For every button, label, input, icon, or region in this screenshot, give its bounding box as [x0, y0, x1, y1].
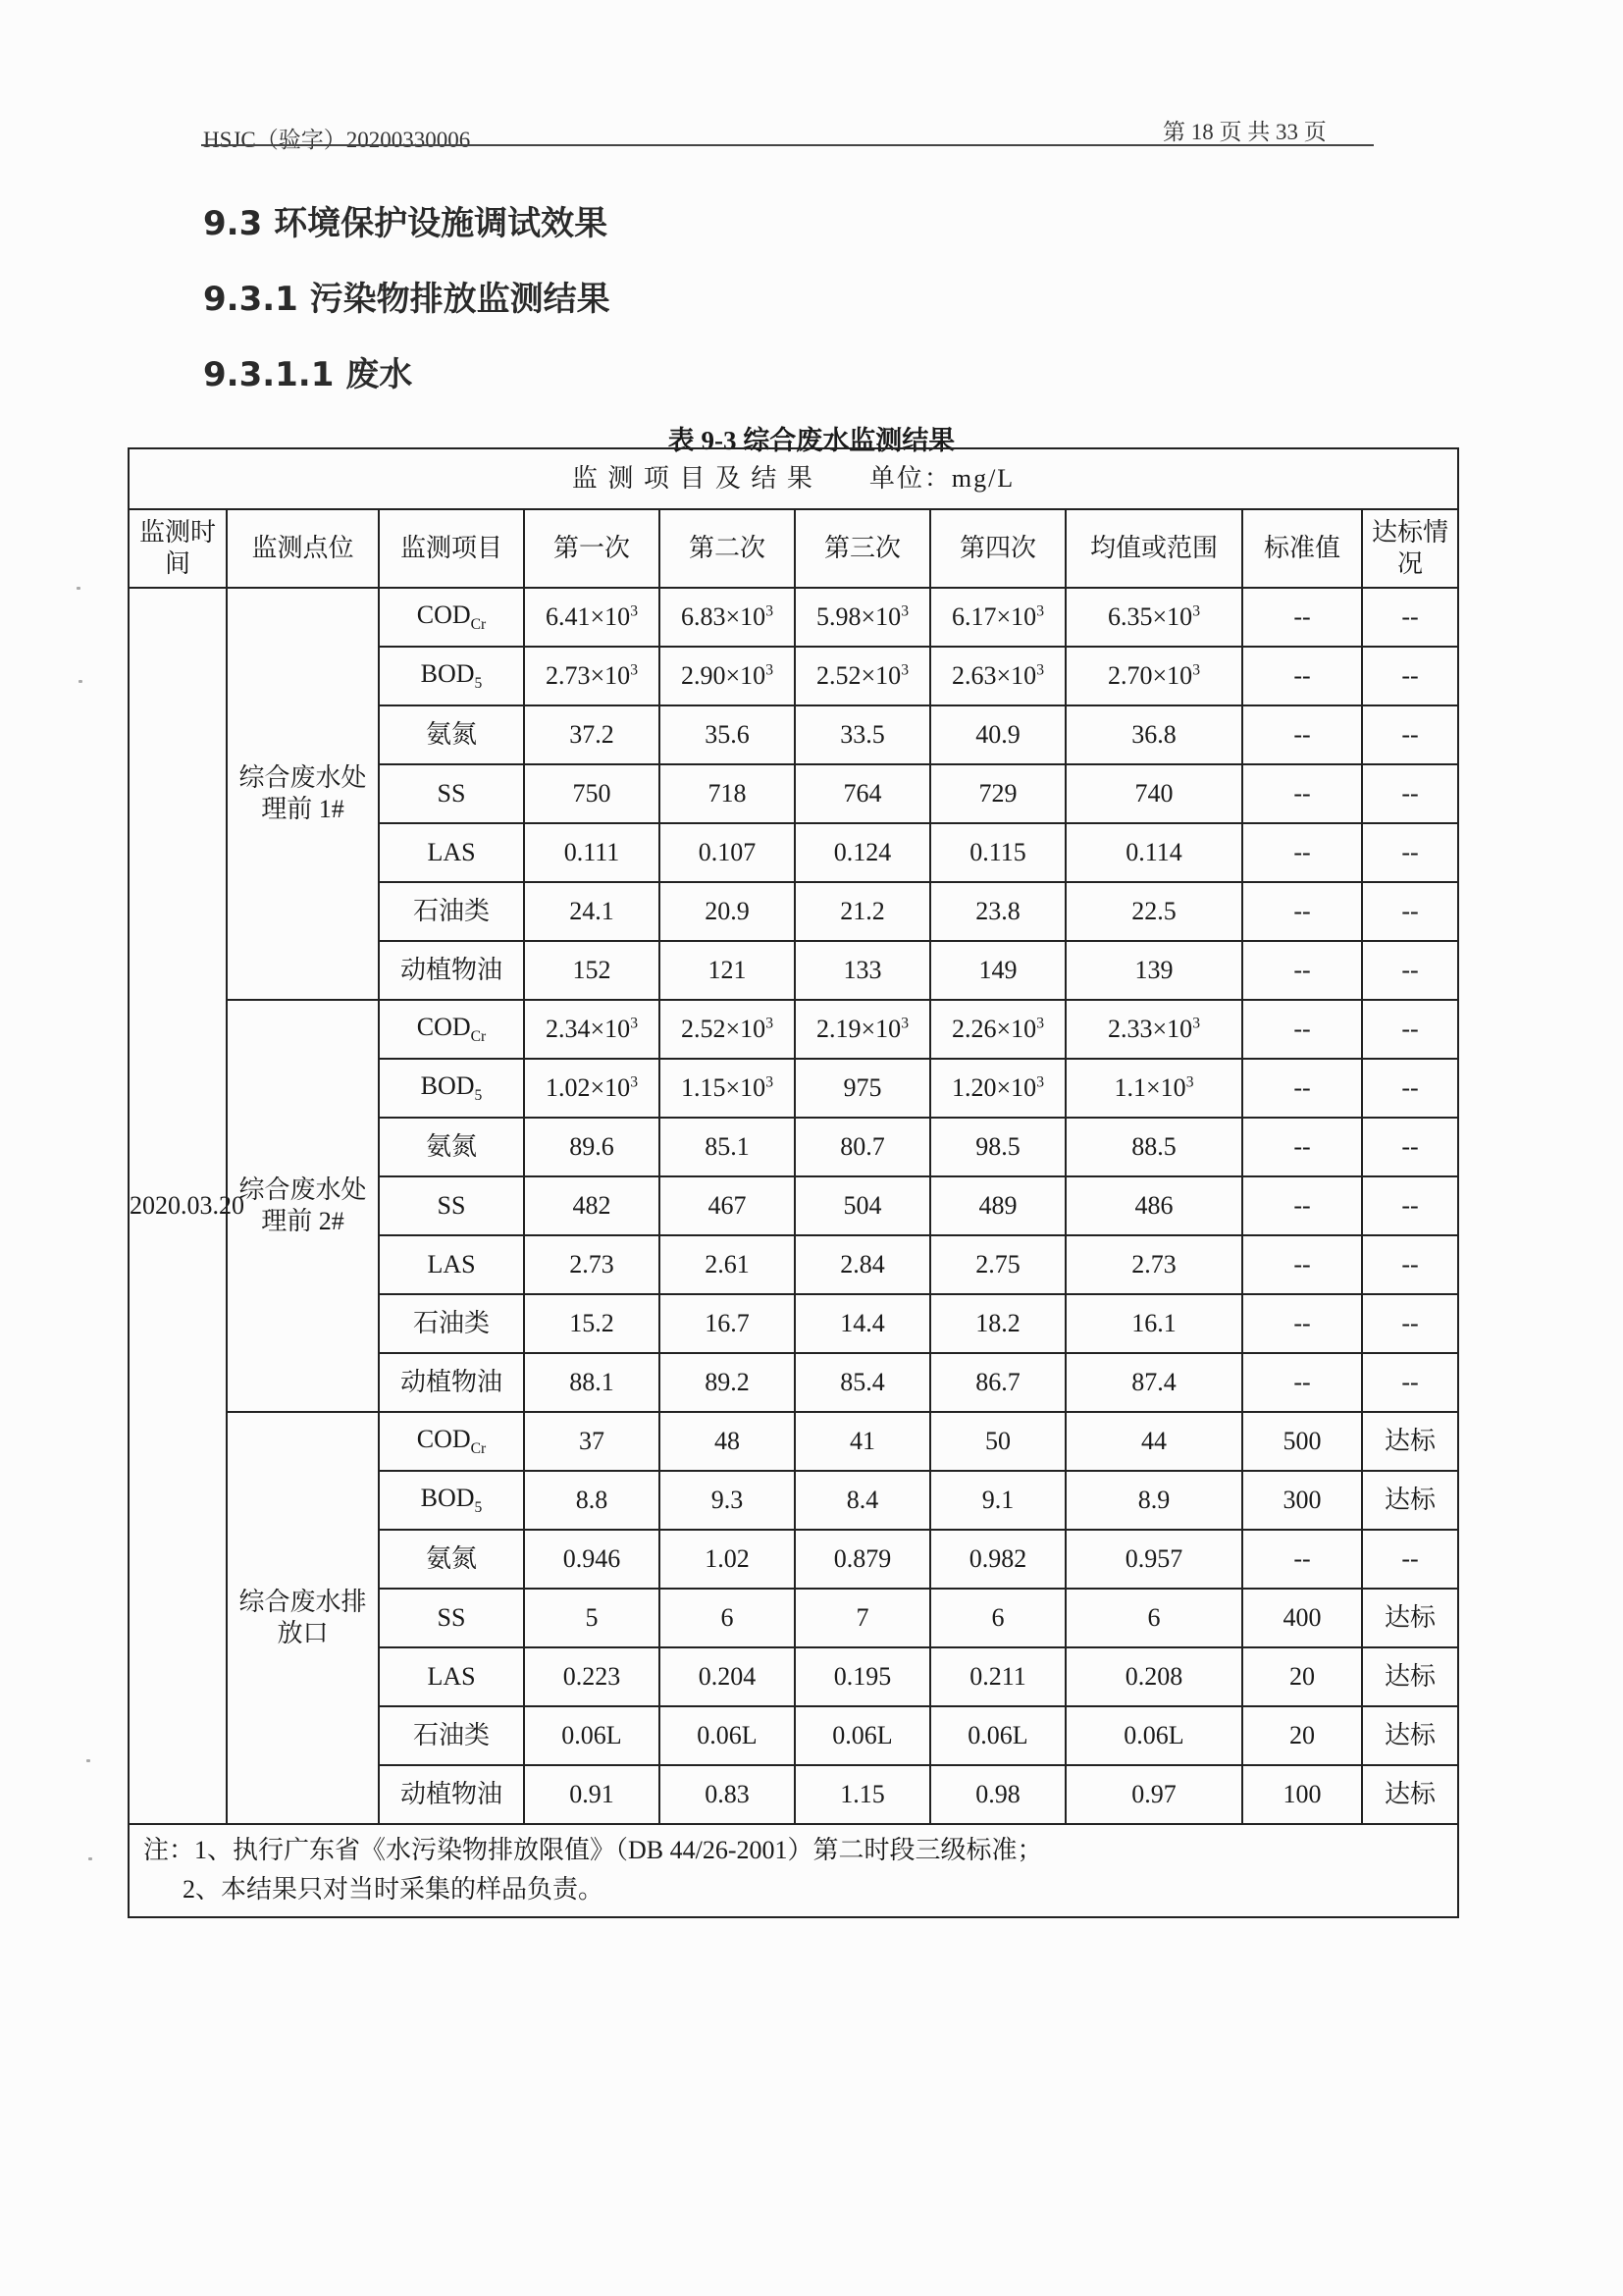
- value-cell: 达标: [1362, 1412, 1458, 1471]
- value-cell: 718: [659, 764, 795, 823]
- value-cell: 2.84: [795, 1235, 930, 1294]
- column-header: 标准值: [1242, 509, 1362, 588]
- table-header-row: [129, 509, 1458, 588]
- value-cell: $2.52\times 10^3$: [795, 647, 930, 705]
- value-cell: 20.9: [659, 882, 795, 941]
- parameter-cell: $BOD_5$: [379, 1471, 524, 1530]
- table-caption: 表 9-3 综合废水监测结果: [667, 426, 956, 455]
- column-header: 第四次: [930, 509, 1066, 588]
- value-cell: 2.61: [659, 1235, 795, 1294]
- value-cell: --: [1242, 1176, 1362, 1235]
- scan-speck: [88, 1857, 92, 1860]
- value-cell: 16.1: [1066, 1294, 1242, 1353]
- parameter-cell: $COD_{Cr}$: [379, 1000, 524, 1059]
- value-cell: --: [1362, 882, 1458, 941]
- parameter-cell: $BOD_5$: [379, 1059, 524, 1118]
- value-cell: 48: [659, 1412, 795, 1471]
- value-cell: 504: [795, 1176, 930, 1235]
- table-notes-row: [129, 1824, 1458, 1917]
- value-cell: 467: [659, 1176, 795, 1235]
- value-cell: --: [1362, 1235, 1458, 1294]
- value-cell: 0.204: [659, 1647, 795, 1706]
- value-cell: 达标: [1362, 1765, 1458, 1824]
- parameter-cell: 氨氮: [379, 705, 524, 764]
- column-header: 监测点位: [227, 509, 379, 588]
- value-cell: 500: [1242, 1412, 1362, 1471]
- parameter-cell: LAS: [379, 1647, 524, 1706]
- value-cell: 139: [1066, 941, 1242, 1000]
- value-cell: --: [1242, 705, 1362, 764]
- value-cell: $2.26\times 10^3$: [930, 1000, 1066, 1059]
- value-cell: 41: [795, 1412, 930, 1471]
- table-notes: [129, 1824, 1458, 1917]
- value-cell: 0.195: [795, 1647, 930, 1706]
- value-cell: 33.5: [795, 705, 930, 764]
- value-cell: 85.4: [795, 1353, 930, 1412]
- value-cell: 975: [795, 1059, 930, 1118]
- value-cell: 482: [524, 1176, 659, 1235]
- value-cell: $6.83\times 10^3$: [659, 588, 795, 647]
- value-cell: 729: [930, 764, 1066, 823]
- value-cell: 133: [795, 941, 930, 1000]
- column-header: 第二次: [659, 509, 795, 588]
- parameter-cell: 石油类: [379, 1706, 524, 1765]
- value-cell: 1.15: [795, 1765, 930, 1824]
- value-cell: 8.8: [524, 1471, 659, 1530]
- value-cell: --: [1362, 1294, 1458, 1353]
- value-cell: 152: [524, 941, 659, 1000]
- value-cell: $6.35\times 10^3$: [1066, 588, 1242, 647]
- value-cell: --: [1242, 823, 1362, 882]
- value-cell: --: [1242, 588, 1362, 647]
- value-cell: 2.73: [1066, 1235, 1242, 1294]
- value-cell: 16.7: [659, 1294, 795, 1353]
- value-cell: 88.1: [524, 1353, 659, 1412]
- value-cell: 5: [524, 1589, 659, 1647]
- value-cell: 18.2: [930, 1294, 1066, 1353]
- value-cell: 2.73: [524, 1235, 659, 1294]
- report-number: HSJC（验字）20200330006: [203, 128, 471, 152]
- value-cell: 15.2: [524, 1294, 659, 1353]
- value-cell: 86.7: [930, 1353, 1066, 1412]
- value-cell: --: [1242, 1000, 1362, 1059]
- value-cell: 0.107: [659, 823, 795, 882]
- value-cell: $2.52\times 10^3$: [659, 1000, 795, 1059]
- parameter-cell: 氨氮: [379, 1118, 524, 1176]
- value-cell: --: [1362, 705, 1458, 764]
- value-cell: 0.957: [1066, 1530, 1242, 1589]
- parameter-cell: 石油类: [379, 882, 524, 941]
- value-cell: $2.19\times 10^3$: [795, 1000, 930, 1059]
- value-cell: 0.946: [524, 1530, 659, 1589]
- column-header: 监测时间: [129, 509, 227, 588]
- value-cell: 0.06L: [1066, 1706, 1242, 1765]
- parameter-cell: 动植物油: [379, 1765, 524, 1824]
- value-cell: 89.2: [659, 1353, 795, 1412]
- table-row: [129, 1000, 1458, 1059]
- parameter-cell: LAS: [379, 1235, 524, 1294]
- value-cell: 达标: [1362, 1589, 1458, 1647]
- value-cell: 37.2: [524, 705, 659, 764]
- value-cell: $2.73\times 10^3$: [524, 647, 659, 705]
- value-cell: 0.06L: [795, 1706, 930, 1765]
- value-cell: --: [1362, 1353, 1458, 1412]
- header-divider: [201, 144, 1374, 146]
- value-cell: 121: [659, 941, 795, 1000]
- value-cell: 100: [1242, 1765, 1362, 1824]
- parameter-cell: SS: [379, 764, 524, 823]
- scan-speck: [86, 1759, 90, 1762]
- value-cell: 22.5: [1066, 882, 1242, 941]
- value-cell: --: [1242, 1118, 1362, 1176]
- value-cell: 9.1: [930, 1471, 1066, 1530]
- value-cell: 35.6: [659, 705, 795, 764]
- value-cell: 0.115: [930, 823, 1066, 882]
- value-cell: 740: [1066, 764, 1242, 823]
- value-cell: $2.90\times 10^3$: [659, 647, 795, 705]
- value-cell: $1.15\times 10^3$: [659, 1059, 795, 1118]
- table-title-row: [129, 448, 1458, 509]
- value-cell: --: [1362, 823, 1458, 882]
- value-cell: --: [1242, 941, 1362, 1000]
- parameter-cell: 动植物油: [379, 1353, 524, 1412]
- table-title: 监 测 项 目 及 结 果 单位：mg/L: [129, 448, 1458, 509]
- subsection-heading: 9.3.1 污染物排放监测结果: [203, 280, 610, 319]
- value-cell: 85.1: [659, 1118, 795, 1176]
- value-cell: 21.2: [795, 882, 930, 941]
- value-cell: 40.9: [930, 705, 1066, 764]
- value-cell: 50: [930, 1412, 1066, 1471]
- value-cell: 98.5: [930, 1118, 1066, 1176]
- value-cell: 36.8: [1066, 705, 1242, 764]
- value-cell: $1.1\times 10^3$: [1066, 1059, 1242, 1118]
- table-row: [129, 1412, 1458, 1471]
- value-cell: 0.83: [659, 1765, 795, 1824]
- value-cell: 0.879: [795, 1530, 930, 1589]
- results-table: [128, 447, 1459, 1918]
- value-cell: --: [1362, 1118, 1458, 1176]
- column-header: 监测项目: [379, 509, 524, 588]
- value-cell: --: [1362, 588, 1458, 647]
- value-cell: 0.111: [524, 823, 659, 882]
- value-cell: --: [1362, 941, 1458, 1000]
- value-cell: 20: [1242, 1706, 1362, 1765]
- value-cell: 88.5: [1066, 1118, 1242, 1176]
- value-cell: 0.91: [524, 1765, 659, 1824]
- value-cell: 764: [795, 764, 930, 823]
- value-cell: 0.06L: [659, 1706, 795, 1765]
- value-cell: $5.98\times 10^3$: [795, 588, 930, 647]
- parameter-cell: 石油类: [379, 1294, 524, 1353]
- section-heading: 9.3 环境保护设施调试效果: [203, 204, 608, 243]
- scan-speck: [79, 680, 82, 683]
- note-line: 2、本结果只对当时采集的样品负责。: [183, 1875, 604, 1905]
- value-cell: 14.4: [795, 1294, 930, 1353]
- parameter-cell: $COD_{Cr}$: [379, 588, 524, 647]
- value-cell: 6: [930, 1589, 1066, 1647]
- value-cell: 0.114: [1066, 823, 1242, 882]
- value-cell: --: [1242, 1353, 1362, 1412]
- value-cell: $2.63\times 10^3$: [930, 647, 1066, 705]
- value-cell: --: [1362, 647, 1458, 705]
- value-cell: 20: [1242, 1647, 1362, 1706]
- parameter-cell: SS: [379, 1589, 524, 1647]
- value-cell: $2.34\times 10^3$: [524, 1000, 659, 1059]
- value-cell: 0.982: [930, 1530, 1066, 1589]
- value-cell: 489: [930, 1176, 1066, 1235]
- subsubsection-heading: 9.3.1.1 废水: [203, 355, 413, 394]
- value-cell: 37: [524, 1412, 659, 1471]
- value-cell: --: [1362, 1530, 1458, 1589]
- value-cell: 0.98: [930, 1765, 1066, 1824]
- column-header: 第一次: [524, 509, 659, 588]
- column-header: 均值或范围: [1066, 509, 1242, 588]
- monitoring-site: 综合废水排放口: [227, 1412, 379, 1824]
- monitoring-date: 2020.03.20: [129, 588, 227, 1824]
- parameter-cell: LAS: [379, 823, 524, 882]
- value-cell: $1.02\times 10^3$: [524, 1059, 659, 1118]
- value-cell: 达标: [1362, 1647, 1458, 1706]
- value-cell: 400: [1242, 1589, 1362, 1647]
- parameter-cell: $BOD_5$: [379, 647, 524, 705]
- value-cell: 6: [659, 1589, 795, 1647]
- parameter-cell: 动植物油: [379, 941, 524, 1000]
- value-cell: 0.223: [524, 1647, 659, 1706]
- value-cell: 486: [1066, 1176, 1242, 1235]
- value-cell: $1.20\times 10^3$: [930, 1059, 1066, 1118]
- value-cell: 9.3: [659, 1471, 795, 1530]
- value-cell: --: [1362, 1176, 1458, 1235]
- value-cell: --: [1242, 764, 1362, 823]
- scan-speck: [77, 587, 80, 590]
- value-cell: 0.211: [930, 1647, 1066, 1706]
- value-cell: 0.06L: [930, 1706, 1066, 1765]
- value-cell: 87.4: [1066, 1353, 1242, 1412]
- value-cell: 8.4: [795, 1471, 930, 1530]
- page-number: 第 18 页 共 33 页: [1163, 120, 1327, 144]
- value-cell: 达标: [1362, 1471, 1458, 1530]
- value-cell: 2.75: [930, 1235, 1066, 1294]
- monitoring-site: 综合废水处理前 2#: [227, 1000, 379, 1412]
- value-cell: --: [1362, 764, 1458, 823]
- value-cell: 0.97: [1066, 1765, 1242, 1824]
- note-line: 注：1、执行广东省《水污染物排放限值》（DB 44/26-2001）第二时段三级标准；: [143, 1836, 1043, 1864]
- value-cell: 23.8: [930, 882, 1066, 941]
- value-cell: 达标: [1362, 1706, 1458, 1765]
- value-cell: --: [1362, 1059, 1458, 1118]
- value-cell: --: [1242, 1294, 1362, 1353]
- parameter-cell: 氨氮: [379, 1530, 524, 1589]
- value-cell: 1.02: [659, 1530, 795, 1589]
- value-cell: $2.70\times 10^3$: [1066, 647, 1242, 705]
- value-cell: --: [1242, 647, 1362, 705]
- value-cell: $6.17\times 10^3$: [930, 588, 1066, 647]
- column-header: 第三次: [795, 509, 930, 588]
- value-cell: 6: [1066, 1589, 1242, 1647]
- column-header: 达标情况: [1362, 509, 1458, 588]
- value-cell: 24.1: [524, 882, 659, 941]
- value-cell: --: [1242, 1530, 1362, 1589]
- value-cell: 80.7: [795, 1118, 930, 1176]
- value-cell: 89.6: [524, 1118, 659, 1176]
- value-cell: 0.06L: [524, 1706, 659, 1765]
- table-row: [129, 588, 1458, 647]
- value-cell: 750: [524, 764, 659, 823]
- value-cell: --: [1362, 1000, 1458, 1059]
- value-cell: $6.41\times 10^3$: [524, 588, 659, 647]
- value-cell: 0.208: [1066, 1647, 1242, 1706]
- value-cell: $2.33\times 10^3$: [1066, 1000, 1242, 1059]
- value-cell: 44: [1066, 1412, 1242, 1471]
- parameter-cell: $COD_{Cr}$: [379, 1412, 524, 1471]
- value-cell: 7: [795, 1589, 930, 1647]
- value-cell: 8.9: [1066, 1471, 1242, 1530]
- value-cell: --: [1242, 1059, 1362, 1118]
- monitoring-site: 综合废水处理前 1#: [227, 588, 379, 1000]
- value-cell: 149: [930, 941, 1066, 1000]
- value-cell: 300: [1242, 1471, 1362, 1530]
- value-cell: 0.124: [795, 823, 930, 882]
- value-cell: --: [1242, 882, 1362, 941]
- parameter-cell: SS: [379, 1176, 524, 1235]
- value-cell: --: [1242, 1235, 1362, 1294]
